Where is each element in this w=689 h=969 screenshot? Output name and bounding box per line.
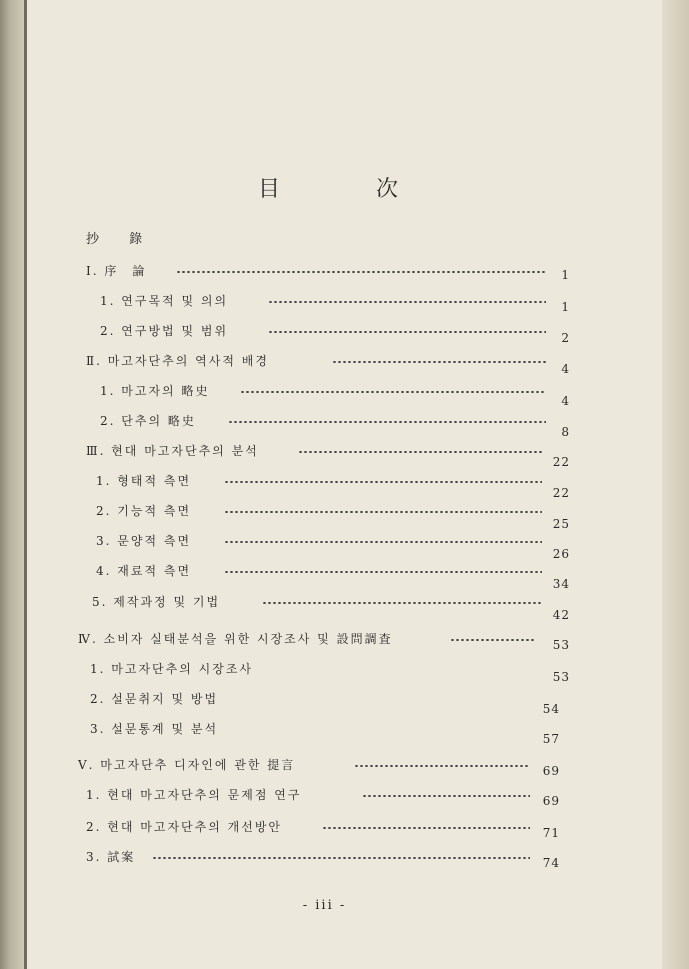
toc-entry-label: 1. 마고자단추의 시장조사 xyxy=(90,662,253,676)
toc-entry-page: 4 xyxy=(561,394,570,408)
toc-entry-page: 22 xyxy=(552,486,570,500)
book-spine-shadow xyxy=(0,0,24,969)
toc-entry xyxy=(100,292,570,312)
toc-entry-label: Ⅴ. 마고자단추 디자인에 관한 提言 xyxy=(78,758,296,772)
toc-entry xyxy=(90,690,560,716)
dot-leader xyxy=(332,361,546,363)
toc-entry xyxy=(86,442,570,469)
toc-entry xyxy=(78,630,570,650)
dot-leader xyxy=(262,602,542,604)
title-char-2: 次 xyxy=(376,177,399,202)
toc-entry xyxy=(90,660,570,684)
toc-entry xyxy=(86,818,560,838)
toc-entry xyxy=(96,472,570,500)
page-title xyxy=(0,172,689,202)
toc-entry-label: 5. 제작과정 및 기법 xyxy=(92,595,221,609)
toc-entry-label: 2. 설문취지 및 방법 xyxy=(90,692,219,706)
dot-leader xyxy=(268,331,546,333)
roman-page-number: - iii - xyxy=(302,898,347,913)
toc-entry-page: 34 xyxy=(552,577,570,591)
abstract-char-1: 抄 xyxy=(86,232,102,247)
dot-leader xyxy=(240,391,546,393)
toc-entry-label: 1. 형태적 측면 xyxy=(96,474,192,488)
dot-leader xyxy=(354,765,530,767)
toc-entry-label: 1. 마고자의 略史 xyxy=(100,384,210,398)
dot-leader xyxy=(224,571,542,573)
toc-entry-page: 22 xyxy=(552,455,570,469)
toc-entry-page: 1 xyxy=(561,300,570,314)
dot-leader xyxy=(322,827,530,829)
toc-entry-label: 2. 단추의 略史 xyxy=(100,414,196,428)
toc-entry-page: 69 xyxy=(542,794,560,808)
toc-entry xyxy=(96,562,570,591)
toc-entry xyxy=(78,756,560,776)
toc-entry-label: Ⅱ. 마고자단추의 역사적 배경 xyxy=(86,354,269,368)
dot-leader xyxy=(450,639,536,641)
toc-entry-page: 4 xyxy=(561,362,570,376)
toc-entry-page: 71 xyxy=(542,826,560,840)
toc-entry-page: 25 xyxy=(552,517,570,531)
toc-entry-page: 57 xyxy=(542,732,560,746)
abstract-char-2: 錄 xyxy=(129,232,145,247)
dot-leader xyxy=(224,541,542,543)
dot-leader xyxy=(224,511,542,513)
toc-entry-page: 69 xyxy=(542,764,560,778)
toc-entry xyxy=(90,720,560,746)
toc-entry-label: 2. 연구방법 및 범위 xyxy=(100,324,229,338)
toc-entry xyxy=(92,593,570,622)
dot-leader xyxy=(228,421,546,423)
facing-page-edge xyxy=(662,0,689,969)
toc-entry-page: 53 xyxy=(552,670,570,684)
toc-entry-label: 3. 설문통계 및 분석 xyxy=(90,722,219,736)
toc-entry-label: 2. 기능적 측면 xyxy=(96,504,192,518)
toc-entry-page: 74 xyxy=(542,856,560,870)
toc-entry-label: 2. 현대 마고자단추의 개선방안 xyxy=(86,820,282,834)
toc-entry xyxy=(96,532,570,561)
toc-entry-page: 8 xyxy=(561,425,570,439)
toc-entry-label: 3. 試案 xyxy=(86,850,136,864)
toc-entry-page: 42 xyxy=(552,608,570,622)
title-char-1: 目 xyxy=(258,177,281,202)
toc-entry-page: 26 xyxy=(552,547,570,561)
abstract-heading xyxy=(86,228,166,247)
toc-entry-label: Ⅰ. 序 論 xyxy=(86,264,147,278)
toc-entry xyxy=(86,352,570,376)
toc-entry-page: 53 xyxy=(552,638,570,652)
toc-entry-label: Ⅳ. 소비자 실태분석을 위한 시장조사 및 設問調査 xyxy=(78,632,393,646)
toc-entry-label: 4. 재료적 측면 xyxy=(96,564,192,578)
toc-entry-page: 1 xyxy=(561,268,570,282)
dot-leader xyxy=(152,857,530,859)
toc-entry-label: 3. 문양적 측면 xyxy=(96,534,192,548)
toc-entry xyxy=(86,262,570,282)
toc-entry-page: 54 xyxy=(542,702,560,716)
page-number-footer xyxy=(0,898,689,913)
toc-entry xyxy=(96,502,570,531)
toc-entry xyxy=(100,382,570,408)
toc-entry-label: Ⅲ. 현대 마고자단추의 분석 xyxy=(86,444,259,458)
dot-leader xyxy=(224,481,542,483)
toc-entry-label: 1. 현대 마고자단추의 문제점 연구 xyxy=(86,788,302,802)
toc-entry xyxy=(86,786,560,806)
toc-entry xyxy=(100,412,570,439)
dot-leader xyxy=(268,301,546,303)
dot-leader xyxy=(362,795,530,797)
dot-leader xyxy=(176,271,546,273)
toc-entry-label: 1. 연구목적 및 의의 xyxy=(100,294,229,308)
dot-leader xyxy=(298,451,542,453)
toc-entry xyxy=(100,322,570,345)
toc-entry xyxy=(86,848,560,868)
toc-entry-page: 2 xyxy=(561,331,570,345)
